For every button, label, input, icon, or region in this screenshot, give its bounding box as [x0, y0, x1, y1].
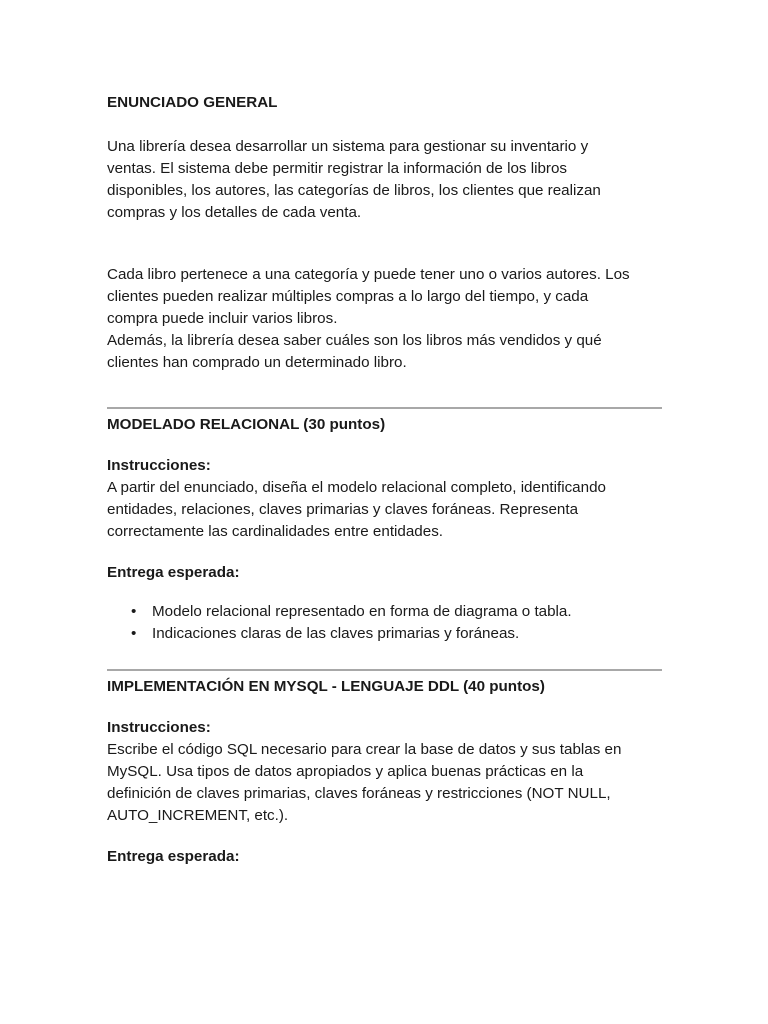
delivery-label: Entrega esperada:	[107, 564, 240, 581]
text-line: AUTO_INCREMENT, etc.).	[107, 807, 289, 824]
text-line: Una librería desea desarrollar un sistema para gestionar su inventario y	[107, 138, 589, 155]
section2-heading: IMPLEMENTACIÓN EN MYSQL - LENGUAJE DDL (40 puntos)	[107, 678, 545, 695]
text-line: Además, la librería desea saber cuáles son los libros más vendidos y qué	[107, 332, 602, 349]
text-line: entidades, relaciones, claves primarias y claves foráneas. Representa	[107, 501, 579, 518]
instructions-label: Instrucciones:	[107, 457, 211, 474]
general-heading: ENUNCIADO GENERAL	[107, 94, 278, 111]
delivery-list	[107, 601, 662, 645]
text-line: compra puede incluir varios libros.	[107, 310, 338, 327]
text-line: clientes pueden realizar múltiples compras a lo largo del tiempo, y cada	[107, 288, 589, 305]
delivery-label: Entrega esperada:	[107, 848, 240, 865]
text-line: compras y los detalles de cada venta.	[107, 204, 362, 221]
section1-heading: MODELADO RELACIONAL (30 puntos)	[107, 416, 386, 433]
section2-instructions	[107, 717, 662, 827]
bullet-icon: •	[131, 625, 137, 642]
text-line: Cada libro pertenece a una categoría y puede tener uno o varios autores. Los	[107, 266, 630, 283]
document-page	[107, 92, 662, 868]
text-line: Escribe el código SQL necesario para crear la base de datos y sus tablas en	[107, 741, 622, 758]
text-line: correctamente las cardinalidades entre entidades.	[107, 523, 444, 540]
list-item-text: Modelo relacional representado en forma de diagrama o tabla.	[152, 603, 572, 620]
general-paragraph-1	[107, 136, 662, 224]
text-line: ventas. El sistema debe permitir registrar la información de los libros	[107, 160, 568, 177]
text-line: A partir del enunciado, diseña el modelo relacional completo, identificando	[107, 479, 606, 496]
text-line: definición de claves primarias, claves foráneas y restricciones (NOT NULL,	[107, 785, 611, 802]
list-item	[107, 623, 662, 645]
text-line: disponibles, los autores, las categorías de libros, los clientes que realizan	[107, 182, 601, 199]
bullet-icon: •	[131, 603, 137, 620]
list-item-text: Indicaciones claras de las claves primarias y foráneas.	[152, 625, 520, 642]
instructions-label: Instrucciones:	[107, 719, 211, 736]
text-line: MySQL. Usa tipos de datos apropiados y aplica buenas prácticas en la	[107, 763, 584, 780]
list-item	[107, 601, 662, 623]
general-paragraph-2	[107, 264, 662, 374]
text-line: clientes han comprado un determinado libro.	[107, 354, 407, 371]
section1-instructions	[107, 455, 662, 543]
